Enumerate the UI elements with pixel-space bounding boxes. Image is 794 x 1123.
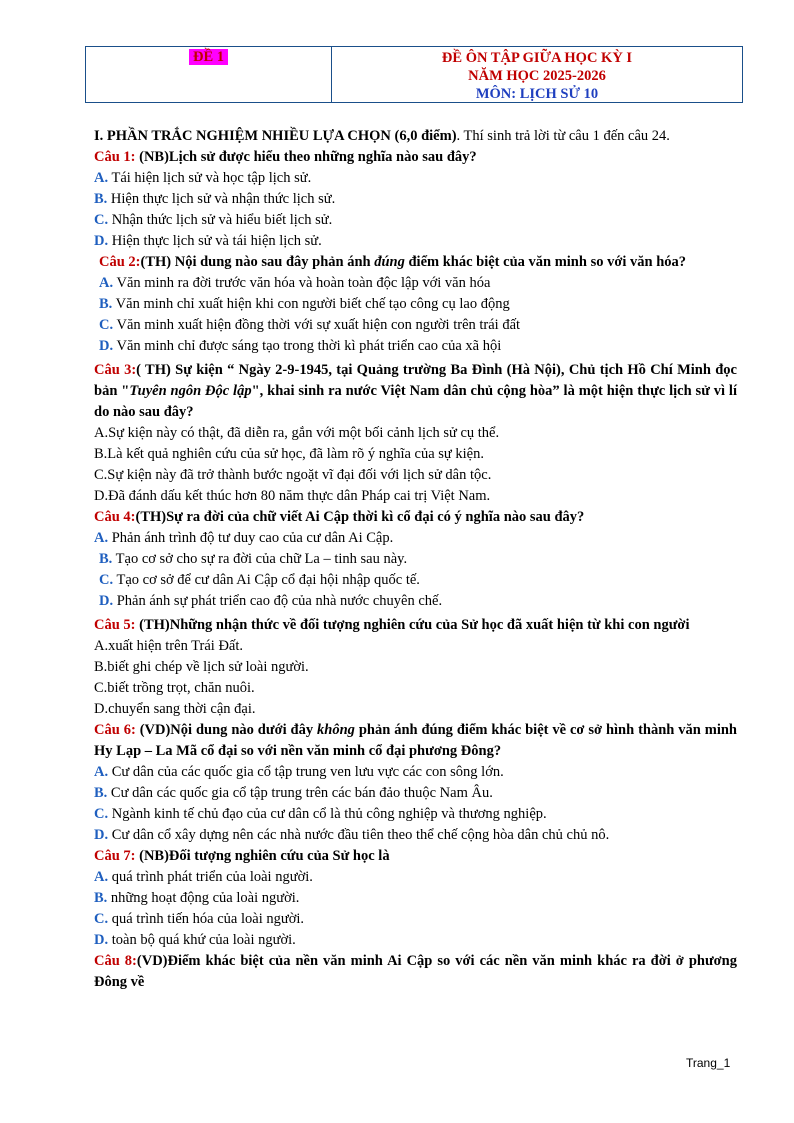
option-text: Cư dân các quốc gia cổ tập trung trên các bán đảo thuộc Nam Âu. — [107, 785, 493, 801]
option-c: C.biết trồng trọt, chăn nuôi. — [94, 680, 255, 696]
option-letter: C. — [94, 212, 109, 228]
question-text: (VD)Nội dung nào dưới đây — [135, 722, 318, 738]
option-letter: C. — [94, 806, 109, 822]
question-number: Câu 3: — [94, 362, 137, 378]
option-text: Hiện thực lịch sử và tái hiện lịch sử. — [108, 233, 322, 249]
option-text: Ngành kinh tế chủ đạo của cư dân cổ là thủ công nghiệp và thương nghiệp. — [108, 806, 547, 822]
option-d — [94, 231, 737, 252]
option-b — [94, 549, 737, 570]
option-letter: D. — [94, 932, 109, 948]
question-7 — [94, 846, 737, 867]
option-text: những hoạt động của loài người. — [107, 890, 300, 906]
option-a: A.Sự kiện này có thật, đã diễn ra, gắn với một bối cảnh lịch sử cụ thể. — [94, 425, 500, 441]
section-instruction: . Thí sinh trả lời từ câu 1 đến câu 24. — [456, 128, 670, 144]
question-8 — [94, 951, 737, 993]
option-letter: A. — [94, 764, 109, 780]
option-c — [94, 210, 737, 231]
question-text: (VD)Điểm khác biệt của nền văn minh Ai Cập so với các nền văn minh khác ra đời ở phương Đông về — [94, 953, 737, 990]
option-a — [94, 528, 737, 549]
option-text: Cư dân cổ xây dựng nên các nhà nước đầu tiên theo thể chế cộng hòa dân chủ chủ nô. — [108, 827, 610, 843]
question-emphasis: Tuyên ngôn Độc lập — [129, 383, 252, 399]
option-text: Văn minh chỉ xuất hiện khi con người biết chế tạo công cụ lao động — [112, 296, 510, 312]
option-letter: D. — [99, 338, 114, 354]
option-b — [94, 189, 737, 210]
option-a: A.xuất hiện trên Trái Đất. — [94, 638, 244, 654]
exam-title: ĐỀ ÔN TẬP GIỮA HỌC KỲ I — [441, 50, 633, 66]
option-d: D.Đã đánh dấu kết thúc hơn 80 năm thực dân Pháp cai trị Việt Nam. — [94, 488, 491, 504]
option-text: Văn minh ra đời trước văn hóa và hoàn toàn độc lập với văn hóa — [113, 275, 491, 291]
question-5 — [94, 615, 737, 636]
option-a — [94, 867, 737, 888]
question-text: ", khai sinh ra nước Việt Nam dân chủ cộng hòa” là một hiện thực lịch sử vì lí do nào sau đây? — [94, 383, 737, 420]
option-d: D.chuyển sang thời cận đại. — [94, 701, 256, 717]
option-d — [94, 825, 737, 846]
option-text: Tạo cơ sở cho sự ra đời của chữ La – tinh sau này. — [112, 551, 408, 567]
question-text: ( TH) Sự kiện “ Ngày 2-9-1945, tại Quảng trường Ba Đình (Hà Nội), Chủ tịch Hồ Chí Minh đọc bản " — [94, 362, 737, 399]
option-letter: C. — [94, 911, 109, 927]
school-year: NĂM HỌC 2025-2026 — [468, 68, 606, 84]
option-text: Tái hiện lịch sử và học tập lịch sử. — [108, 170, 312, 186]
option-text: Cư dân của các quốc gia cổ tập trung ven lưu vực các con sông lớn. — [108, 764, 504, 780]
section-roman: I — [94, 128, 100, 144]
option-c — [94, 909, 737, 930]
option-text: quá trình tiến hóa của loài người. — [108, 911, 305, 927]
option-text: Tạo cơ sở để cư dân Ai Cập cổ đại hội nhập quốc tế. — [113, 572, 420, 588]
option-c — [94, 804, 737, 825]
option-letter: A. — [94, 170, 109, 186]
option-b — [94, 783, 737, 804]
option-letter: C. — [99, 572, 114, 588]
option-text: Văn minh chỉ được sáng tạo trong thời kì phát triển cao của xã hội — [113, 338, 502, 354]
page-number: Trang_1 — [686, 1056, 731, 1070]
exam-content — [94, 126, 737, 993]
exam-code-cell — [86, 47, 332, 102]
option-text: Hiện thực lịch sử và nhận thức lịch sử. — [107, 191, 336, 207]
question-number: Câu 5: — [94, 617, 136, 633]
option-letter: A. — [94, 530, 109, 546]
option-letter: D. — [94, 827, 109, 843]
option-c: C.Sự kiện này đã trở thành bước ngoặt vĩ đại đối với lịch sử dân tộc. — [94, 467, 492, 483]
option-c — [94, 570, 737, 591]
option-letter: B. — [94, 785, 108, 801]
option-letter: B. — [99, 551, 113, 567]
option-b: B.Là kết quả nghiên cứu của sử học, đã làm rõ ý nghĩa của sự kiện. — [94, 446, 484, 462]
option-letter: B. — [99, 296, 113, 312]
question-text: (TH)Sự ra đời của chữ viết Ai Cập thời kì cổ đại có ý nghĩa nào sau đây? — [135, 509, 585, 525]
question-number: Câu 4: — [94, 509, 136, 525]
option-letter: B. — [94, 890, 108, 906]
option-d — [94, 336, 737, 357]
option-text: Phản ánh sự phát triển cao độ của nhà nước chuyên chế. — [113, 593, 443, 609]
question-text: (NB)Lịch sử được hiểu theo những nghĩa nào sau đây? — [135, 149, 477, 165]
exam-header-table — [85, 46, 743, 103]
option-letter: A. — [94, 869, 109, 885]
option-text: toàn bộ quá khứ của loài người. — [108, 932, 296, 948]
question-text: (NB)Đối tượng nghiên cứu của Sử học là — [135, 848, 390, 864]
question-emphasis: đúng — [374, 254, 405, 270]
question-3 — [94, 360, 737, 423]
option-letter: D. — [99, 593, 114, 609]
question-2 — [94, 252, 737, 273]
question-number: Câu 2: — [99, 254, 141, 270]
option-b: B.biết ghi chép về lịch sử loài người. — [94, 659, 309, 675]
option-text: Nhận thức lịch sử và hiểu biết lịch sử. — [108, 212, 333, 228]
option-letter: C. — [99, 317, 114, 333]
option-b — [94, 888, 737, 909]
option-a — [94, 273, 737, 294]
question-text: (TH)Những nhận thức về đối tượng nghiên cứu của Sử học đã xuất hiện từ khi con người — [135, 617, 690, 633]
subject: MÔN: LỊCH SỬ 10 — [475, 86, 599, 102]
question-1 — [94, 147, 737, 168]
question-emphasis: không — [317, 722, 355, 738]
option-b — [94, 294, 737, 315]
option-letter: B. — [94, 191, 108, 207]
option-text: quá trình phát triển của loài người. — [108, 869, 313, 885]
option-c — [94, 315, 737, 336]
option-a — [94, 168, 737, 189]
option-text: Văn minh xuất hiện đồng thời với sự xuất hiện con người trên trái đất — [113, 317, 521, 333]
question-text: phản ánh đúng điểm khác biệt về cơ sở hình thành văn minh Hy Lạp – La Mã cổ đại so với nền văn minh cổ đại phương Đông? — [94, 722, 737, 759]
option-a — [94, 762, 737, 783]
option-text: Phản ánh trình độ tư duy cao của cư dân Ai Cập. — [108, 530, 394, 546]
section-title: . PHẦN TRẮC NGHIỆM NHIỀU LỰA CHỌN (6,0 điểm) — [99, 128, 457, 144]
question-number: Câu 6: — [94, 722, 136, 738]
question-text: (TH) Nội dung nào sau đây phản ánh — [140, 254, 375, 270]
option-letter: D. — [94, 233, 109, 249]
question-number: Câu 7: — [94, 848, 136, 864]
question-number: Câu 1: — [94, 149, 136, 165]
option-d — [94, 930, 737, 951]
exam-code: ĐỀ 1 — [189, 49, 228, 65]
question-6 — [94, 720, 737, 762]
option-letter: A. — [99, 275, 114, 291]
question-number: Câu 8: — [94, 953, 137, 969]
section-heading — [94, 126, 737, 147]
option-d — [94, 591, 737, 612]
question-text: điểm khác biệt của văn minh so với văn hóa? — [404, 254, 687, 270]
exam-title-cell — [332, 47, 742, 102]
question-4 — [94, 507, 737, 528]
